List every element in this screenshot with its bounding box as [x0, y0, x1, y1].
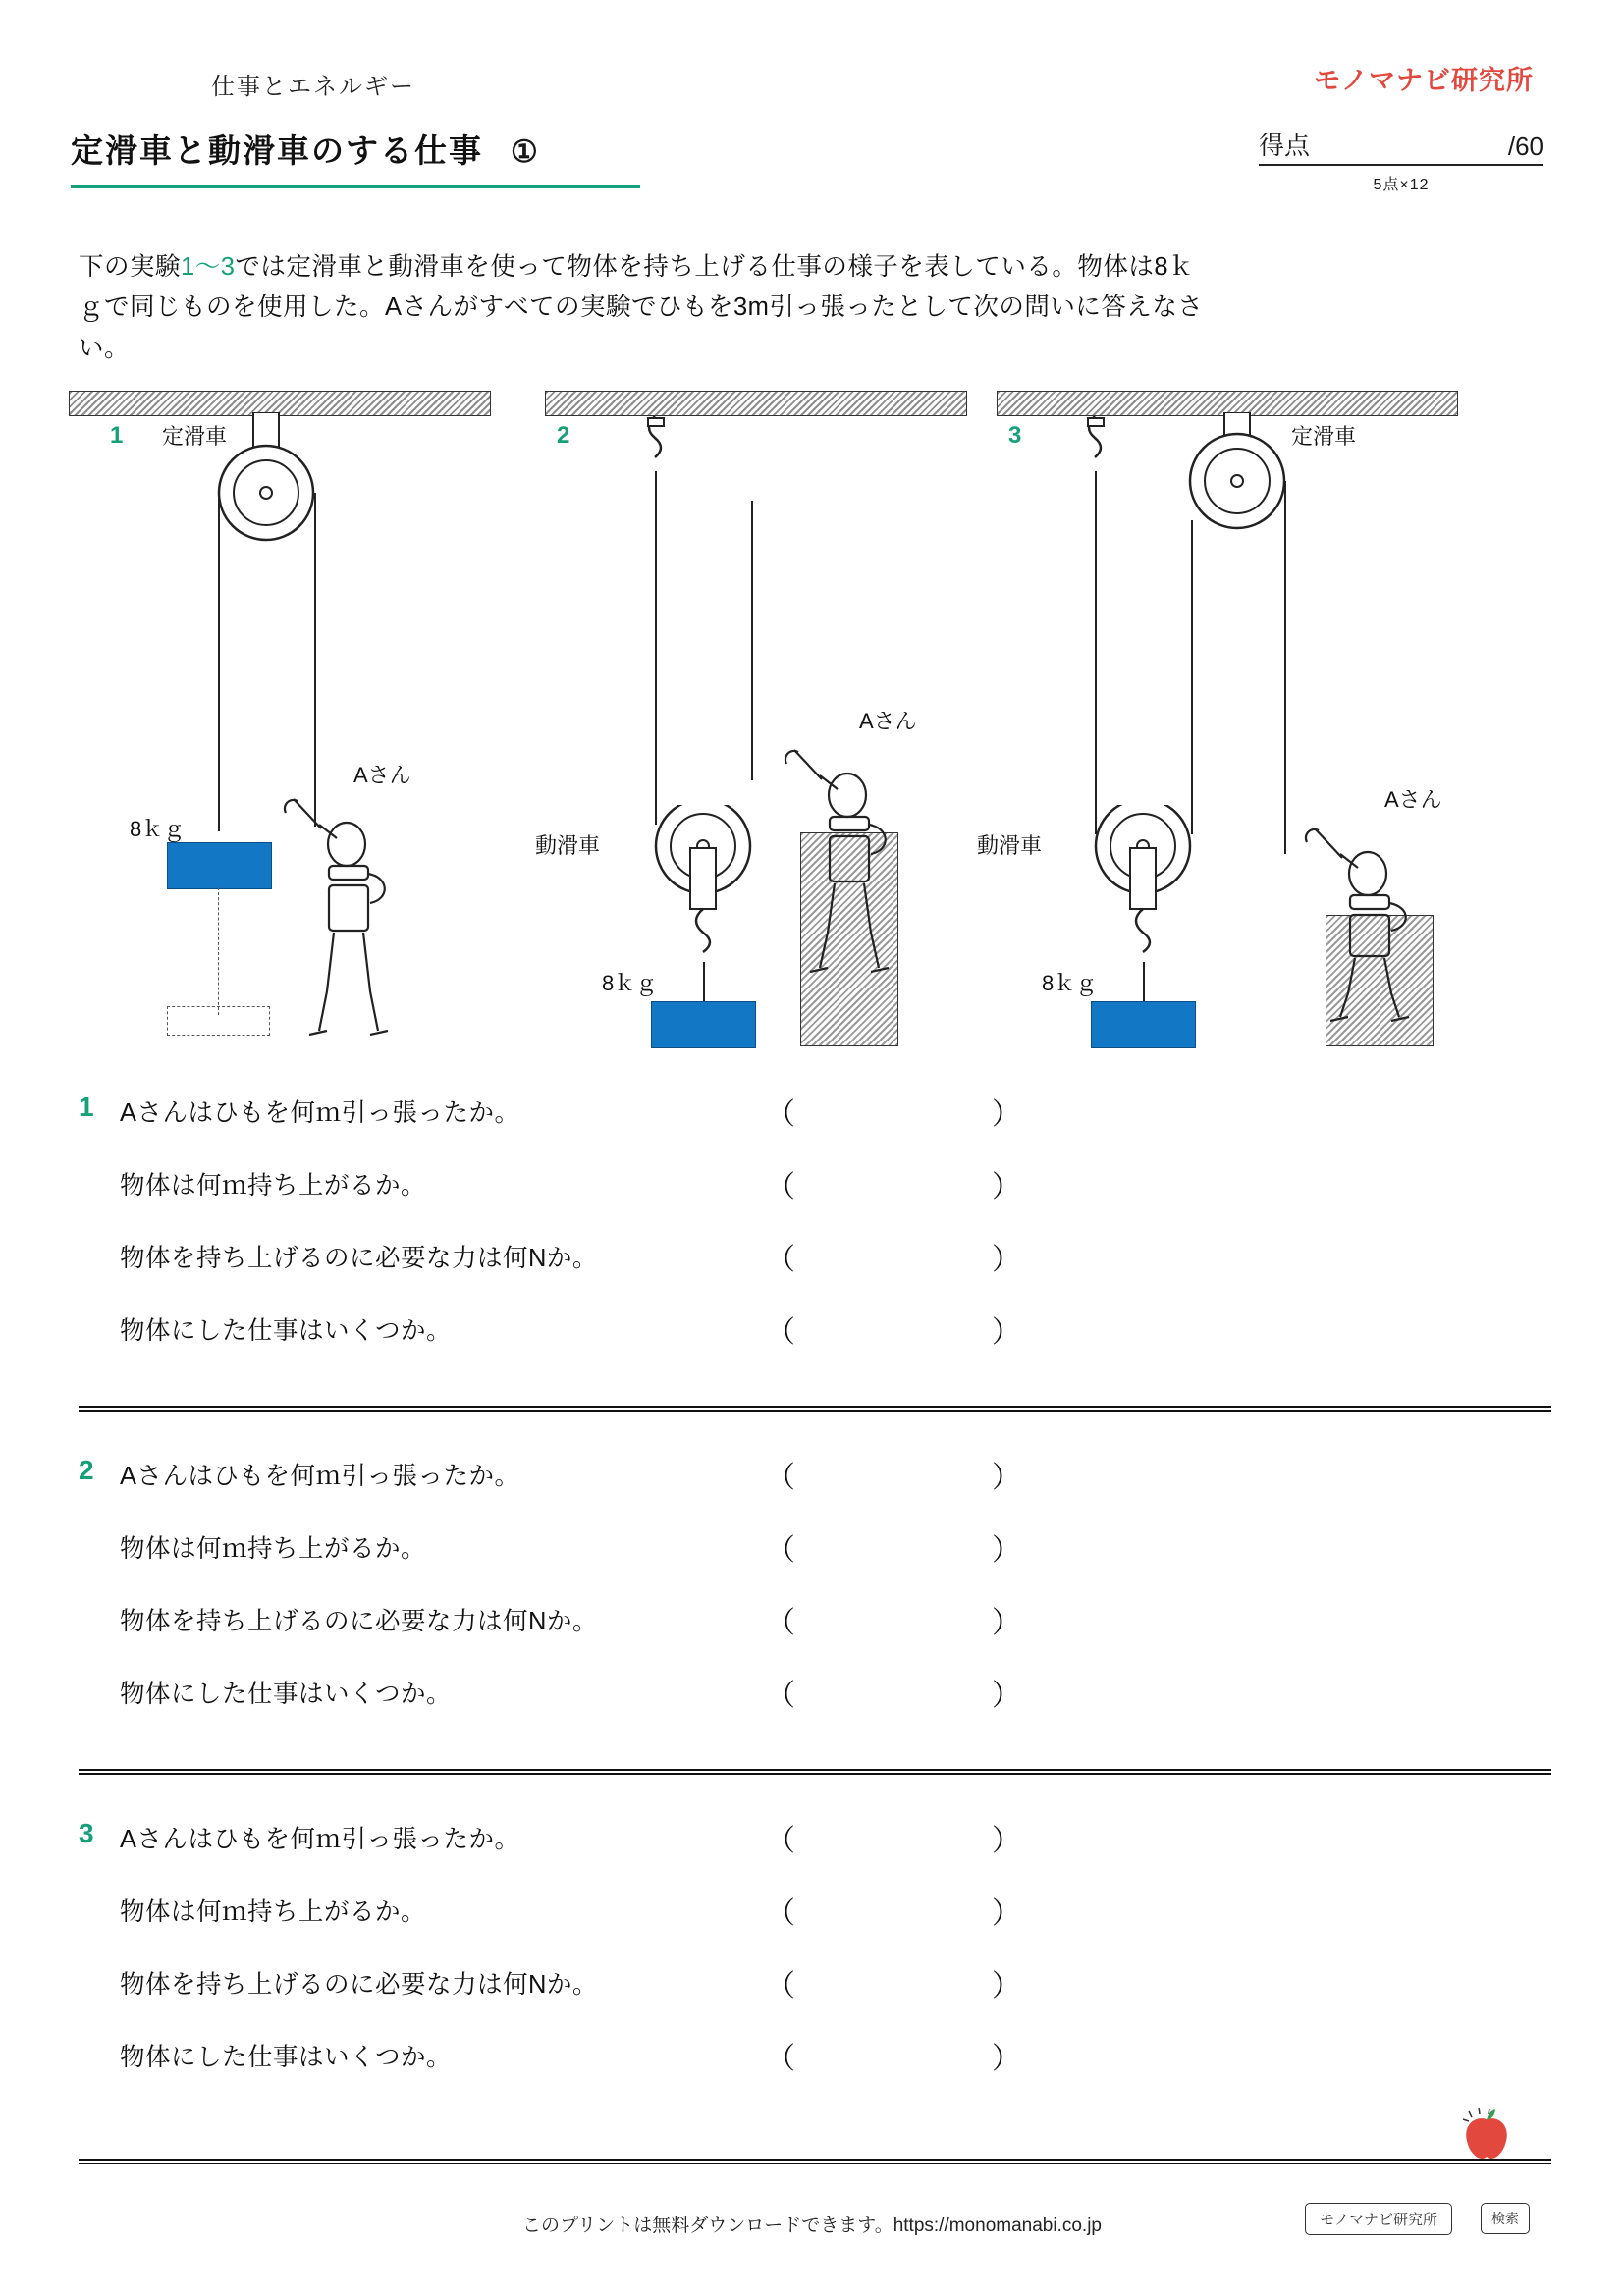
question-row [79, 1523, 1551, 1596]
answer-paren-left: （ [766, 1462, 795, 1494]
figure-3 [977, 373, 1478, 1021]
rope-right-2 [751, 501, 753, 780]
question-text: Aさんはひもを何ｍ引っ張ったか。 [120, 1826, 520, 1853]
question-row [79, 1669, 1551, 1741]
search-keyword-box[interactable]: モノマナビ研究所 [1305, 2203, 1452, 2235]
figure-1 [69, 373, 491, 1021]
weight-block-3 [1091, 1001, 1196, 1048]
question-row [79, 1887, 1551, 1959]
intro-line1-b: では定滑車と動滑車を使って物体を持ち上げる仕事の様子を表している。物体は8ｋ [235, 253, 1195, 281]
question-row [79, 1306, 1551, 1378]
score-label: 得点 [1259, 131, 1311, 160]
person-label-3: Aさん [1384, 787, 1442, 812]
question-group-1 [79, 1088, 1551, 1378]
question-row [79, 1160, 1551, 1233]
answer-paren-right: ） [992, 1825, 1021, 1857]
weight-block-2 [651, 1001, 756, 1048]
movable-pulley-label-2: 動滑車 [535, 833, 601, 858]
footer-note: このプリントは無料ダウンロードできます。https://monomanabi.co.jp [521, 2216, 1102, 2236]
hook-drawing-3 [997, 412, 1478, 825]
question-row [79, 2032, 1551, 2105]
section-divider-1 [79, 1406, 1551, 1412]
answer-paren-right: ） [992, 1970, 1021, 2002]
question-row [79, 1088, 1551, 1160]
rope-right-3 [1284, 481, 1286, 854]
person-label-1: Aさん [353, 763, 411, 787]
question-row [79, 1814, 1551, 1887]
answer-paren-left: （ [766, 2043, 795, 2075]
answer-paren-left: （ [766, 1171, 795, 1203]
subject-label: 仕事とエネルギー [211, 74, 415, 100]
page-title-text: 定滑車と動滑車のする仕事 [71, 133, 483, 169]
question-row [79, 1451, 1551, 1523]
movable-pulley-label-3: 動滑車 [977, 833, 1043, 858]
answer-paren-left: （ [766, 1534, 795, 1567]
answer-paren-left: （ [766, 1970, 795, 2002]
question-group-number: 1 [79, 1092, 94, 1122]
answer-paren-left: （ [766, 1825, 795, 1857]
fixed-pulley-label-1: 定滑車 [162, 424, 228, 449]
question-text: 物体は何ｍ持ち上がるか。 [120, 1535, 427, 1563]
question-text: 物体にした仕事はいくつか。 [120, 1317, 453, 1345]
drop-guide-1 [218, 887, 219, 1015]
answer-paren-right: ） [992, 1462, 1021, 1494]
section-divider-2 [79, 1769, 1551, 1775]
question-text: Aさんはひもを何ｍ引っ張ったか。 [120, 1099, 520, 1127]
answer-paren-right: ） [992, 1098, 1021, 1131]
answer-paren-right: ） [992, 1897, 1021, 1930]
person-label-2: Aさん [859, 709, 917, 733]
answer-paren-right: ） [992, 1534, 1021, 1567]
question-text: 物体を持ち上げるのに必要な力は何Nか。 [120, 1971, 598, 1999]
answer-paren-left: （ [766, 1897, 795, 1930]
figure-index-3: 3 [1008, 422, 1022, 449]
intro-line2: ｇで同じものを使用した。Aさんがすべての実験でひもを3m引っ張ったとして次の問いに答えなさ [79, 294, 1204, 322]
question-group-number: 2 [79, 1455, 94, 1485]
pulley-drawing-1 [69, 412, 491, 825]
weight-label-3: 8ｋｇ [1042, 971, 1098, 995]
answer-paren-right: ） [992, 1316, 1021, 1349]
question-text: 物体にした仕事はいくつか。 [120, 1681, 453, 1708]
footer-divider [79, 2159, 1551, 2164]
person-figure-2 [781, 746, 977, 1001]
question-text: 物体は何ｍ持ち上がるか。 [120, 1172, 427, 1200]
title-underline [71, 185, 640, 188]
answer-paren-right: ） [992, 2043, 1021, 2075]
fixed-pulley-label-3: 定滑車 [1291, 424, 1357, 449]
weight-label-2: 8ｋｇ [602, 971, 658, 995]
question-text: 物体は何ｍ持ち上がるか。 [120, 1898, 427, 1926]
intro-line3: い。 [79, 334, 131, 362]
answer-paren-left: （ [766, 1680, 795, 1712]
answer-paren-right: ） [992, 1171, 1021, 1203]
person-figure-1 [280, 795, 476, 1050]
question-group-3 [79, 1814, 1551, 2105]
question-text: 物体を持ち上げるのに必要な力は何Nか。 [120, 1245, 598, 1272]
intro-text [79, 247, 1551, 369]
score-total: /60 [1507, 132, 1543, 161]
question-row [79, 1596, 1551, 1669]
question-text: 物体にした仕事はいくつか。 [120, 2044, 453, 2071]
answer-paren-left: （ [766, 1098, 795, 1131]
answer-paren-right: ） [992, 1680, 1021, 1712]
question-text: Aさんはひもを何ｍ引っ張ったか。 [120, 1463, 520, 1490]
score-note: 5点×12 [1373, 177, 1430, 193]
answer-paren-left: （ [766, 1244, 795, 1276]
rope-left-2 [655, 471, 657, 825]
page-title-number: ① [511, 134, 538, 169]
brand-logo: モノマナビ研究所 [1314, 66, 1534, 95]
figure-2 [535, 373, 967, 1021]
page-title [71, 126, 660, 172]
rope-left-3 [1095, 471, 1097, 834]
question-row [79, 1233, 1551, 1306]
person-figure-3 [1301, 825, 1497, 1080]
intro-line1-a: 下の実験 [79, 253, 182, 281]
weight-ghost-1 [167, 1006, 270, 1036]
question-row [79, 1959, 1551, 2032]
score-box [1259, 126, 1543, 194]
answer-paren-right: ） [992, 1607, 1021, 1639]
question-group-number: 3 [79, 1818, 94, 1848]
rope-right-1 [314, 493, 316, 827]
answer-paren-right: ） [992, 1244, 1021, 1276]
question-text: 物体を持ち上げるのに必要な力は何Nか。 [120, 1608, 598, 1635]
search-button[interactable]: 検索 [1481, 2203, 1530, 2234]
figure-index-1: 1 [110, 422, 124, 449]
rope-left-1 [218, 493, 220, 831]
apple-mascot-icon [1457, 2106, 1516, 2164]
weight-block-1 [167, 842, 272, 889]
answer-paren-left: （ [766, 1607, 795, 1639]
rope-mid-3 [1191, 520, 1193, 834]
question-group-2 [79, 1451, 1551, 1741]
figure-index-2: 2 [557, 422, 570, 449]
intro-range: 1～3 [181, 253, 236, 281]
figures-area [0, 373, 1624, 1021]
answer-paren-left: （ [766, 1316, 795, 1349]
weight-label-1: 8ｋｇ [130, 817, 186, 841]
